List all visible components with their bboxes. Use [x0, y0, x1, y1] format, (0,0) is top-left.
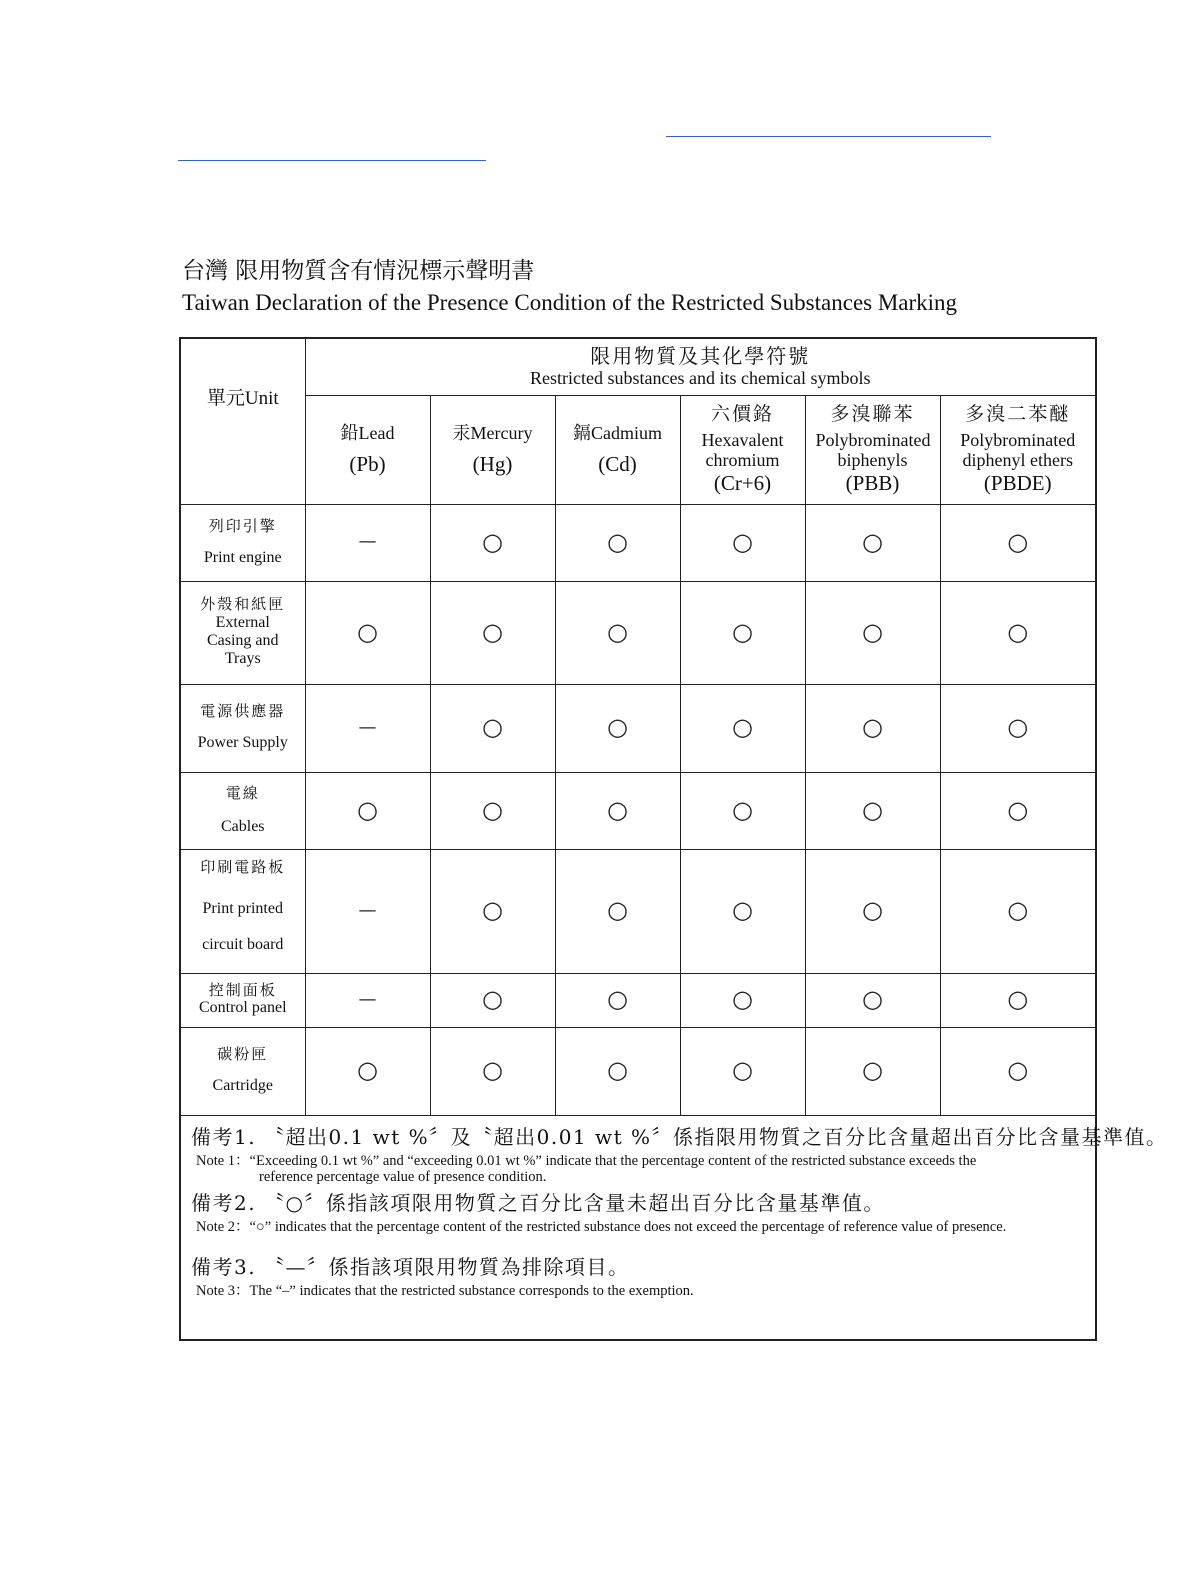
mark-cell: ○ [805, 1027, 940, 1115]
hyperlink-underline-2[interactable] [178, 160, 486, 161]
mark-cell: ○ [555, 1027, 680, 1115]
declaration-title-en: Taiwan Declaration of the Presence Condition of the Restricted Substances Marking [182, 290, 958, 315]
unit-name-en: Print engine [203, 548, 282, 566]
substance-header-pbde [940, 395, 1096, 504]
unit-name-en: Control panel [198, 999, 287, 1017]
unit-cell [180, 684, 305, 772]
unit-name-cn: 控制面板 [208, 981, 277, 1000]
mark-cell: ○ [940, 973, 1096, 1027]
mark-cell: ○ [430, 849, 555, 973]
mark-cell: ○ [430, 504, 555, 581]
mark-cell: ○ [940, 504, 1096, 581]
mark-cell: ○ [305, 581, 430, 684]
substance-header-mercury [430, 395, 555, 504]
substance-name: Polybrominated diphenyl ethers [960, 429, 1076, 471]
unit-name-en: Print printed circuit board [202, 899, 284, 953]
substance-name-cn: 多溴二苯醚 [965, 402, 1071, 425]
mark-cell: ○ [555, 973, 680, 1027]
substance-header-lead [305, 395, 430, 504]
mark-cell: ○ [430, 581, 555, 684]
mark-cell: ○ [680, 849, 805, 973]
unit-cell [180, 581, 305, 684]
note-3-en: Note 3：The “–” indicates that the restricted substance corresponds to the exemption. [196, 1282, 694, 1299]
mark-cell: ○ [680, 973, 805, 1027]
mark-cell: ○ [940, 1027, 1096, 1115]
mark-cell: ○ [555, 504, 680, 581]
mark-cell: ○ [680, 504, 805, 581]
table-row [180, 581, 1096, 684]
substances-group-title-en: Restricted substances and its chemical symbols [530, 367, 871, 388]
hyperlink-underline-1[interactable] [666, 136, 991, 137]
unit-name-cn: 電源供應器 [200, 702, 286, 721]
unit-name-cn: 碳粉匣 [217, 1045, 269, 1064]
notes-section [180, 1115, 1168, 1340]
mark-cell: ○ [805, 504, 940, 581]
substance-name: 汞Mercury [452, 423, 533, 444]
substance-symbol: (PBB) [845, 471, 900, 496]
mark-cell: ○ [680, 684, 805, 772]
unit-name-en: External Casing and Trays [206, 613, 279, 668]
note-1-cn: 備考1. 〝超出0.1 wt %〞及〝超出0.01 wt %〞係指限用物質之百分比含量超出百分比含量基準值。 [191, 1124, 1168, 1149]
substance-symbol: (Cr+6) [713, 471, 772, 496]
unit-header-label: 單元Unit [206, 388, 279, 410]
note-2-en: Note 2：“○” indicates that the percentage content of the restricted substance does not exceed the percentage of reference value of presence. [196, 1218, 1007, 1235]
mark-cell: — [305, 849, 430, 973]
mark-cell: ○ [680, 581, 805, 684]
mark-cell: ○ [940, 684, 1096, 772]
mark-cell: ○ [555, 772, 680, 849]
unit-header-cell [180, 338, 305, 504]
note-2-cn: 備考2. 〝○〞係指該項限用物質之百分比含量未超出百分比含量基準值。 [191, 1190, 885, 1215]
table-row [180, 504, 1096, 581]
unit-name-cn: 電線 [225, 783, 260, 802]
substance-name: Polybrominated biphenyls [815, 429, 931, 471]
unit-cell [180, 772, 305, 849]
unit-cell [180, 973, 305, 1027]
substance-symbol: (PBDE) [983, 471, 1052, 496]
table-row [180, 849, 1096, 973]
mark-cell: ○ [805, 973, 940, 1027]
mark-cell: ○ [680, 1027, 805, 1115]
substance-name-cn: 多溴聯苯 [830, 402, 915, 425]
substance-header-cadmium [555, 395, 680, 504]
mark-cell: — [305, 504, 430, 581]
mark-cell: ○ [805, 684, 940, 772]
unit-name-cn: 外殼和紙匣 [200, 595, 286, 614]
mark-cell: ○ [805, 849, 940, 973]
unit-name-en: Cartridge [212, 1077, 273, 1095]
substance-name: Hexavalent chromium [701, 429, 784, 471]
substance-name-cn: 六價鉻 [710, 402, 774, 425]
restricted-substances-table [179, 337, 1168, 1341]
mark-cell: ○ [430, 684, 555, 772]
mark-cell: ○ [305, 772, 430, 849]
note-1-en-cont: reference percentage value of presence condition. [259, 1169, 547, 1186]
mark-cell: ○ [555, 581, 680, 684]
mark-cell: ○ [805, 772, 940, 849]
mark-cell: ○ [940, 772, 1096, 849]
table-row [180, 772, 1096, 849]
substance-header-chromium [680, 395, 805, 504]
unit-cell [180, 504, 305, 581]
mark-cell: ○ [940, 849, 1096, 973]
note-3-cn: 備考3. 〝—〞係指該項限用物質為排除項目。 [191, 1254, 630, 1279]
mark-cell: ○ [805, 581, 940, 684]
substance-symbol: (Pb) [349, 451, 386, 476]
declaration-title-cn: 台灣 限用物質含有情況標示聲明書 [182, 258, 535, 284]
mark-cell: ○ [680, 772, 805, 849]
substance-header-pbb [805, 395, 940, 504]
mark-cell: ○ [555, 849, 680, 973]
substance-symbol: (Cd) [598, 451, 637, 476]
mark-cell: ○ [555, 684, 680, 772]
unit-name-cn: 印刷電路板 [200, 858, 286, 877]
mark-cell: — [305, 973, 430, 1027]
substances-group-header [305, 338, 1096, 395]
unit-cell [180, 849, 305, 973]
unit-cell [180, 1027, 305, 1115]
substances-group-title-cn: 限用物質及其化學符號 [590, 343, 811, 368]
mark-cell: ○ [430, 1027, 555, 1115]
mark-cell: ○ [940, 581, 1096, 684]
mark-cell: ○ [430, 772, 555, 849]
table-row [180, 684, 1096, 772]
mark-cell: — [305, 684, 430, 772]
note-1-en: Note 1：“Exceeding 0.1 wt %” and “exceeding 0.01 wt %” indicate that the percentage content of the restricted substance exceeds the [196, 1152, 977, 1169]
substance-symbol: (Hg) [472, 451, 513, 476]
table-row [180, 973, 1096, 1027]
unit-name-cn: 列印引擎 [208, 516, 277, 535]
mark-cell: ○ [305, 1027, 430, 1115]
unit-name-en: Power Supply [197, 734, 288, 752]
substance-name: 鉛Lead [340, 423, 395, 444]
table-row [180, 1027, 1096, 1115]
substance-name: 鎘Cadmium [573, 423, 662, 444]
mark-cell: ○ [430, 973, 555, 1027]
unit-name-en: Cables [220, 817, 265, 835]
